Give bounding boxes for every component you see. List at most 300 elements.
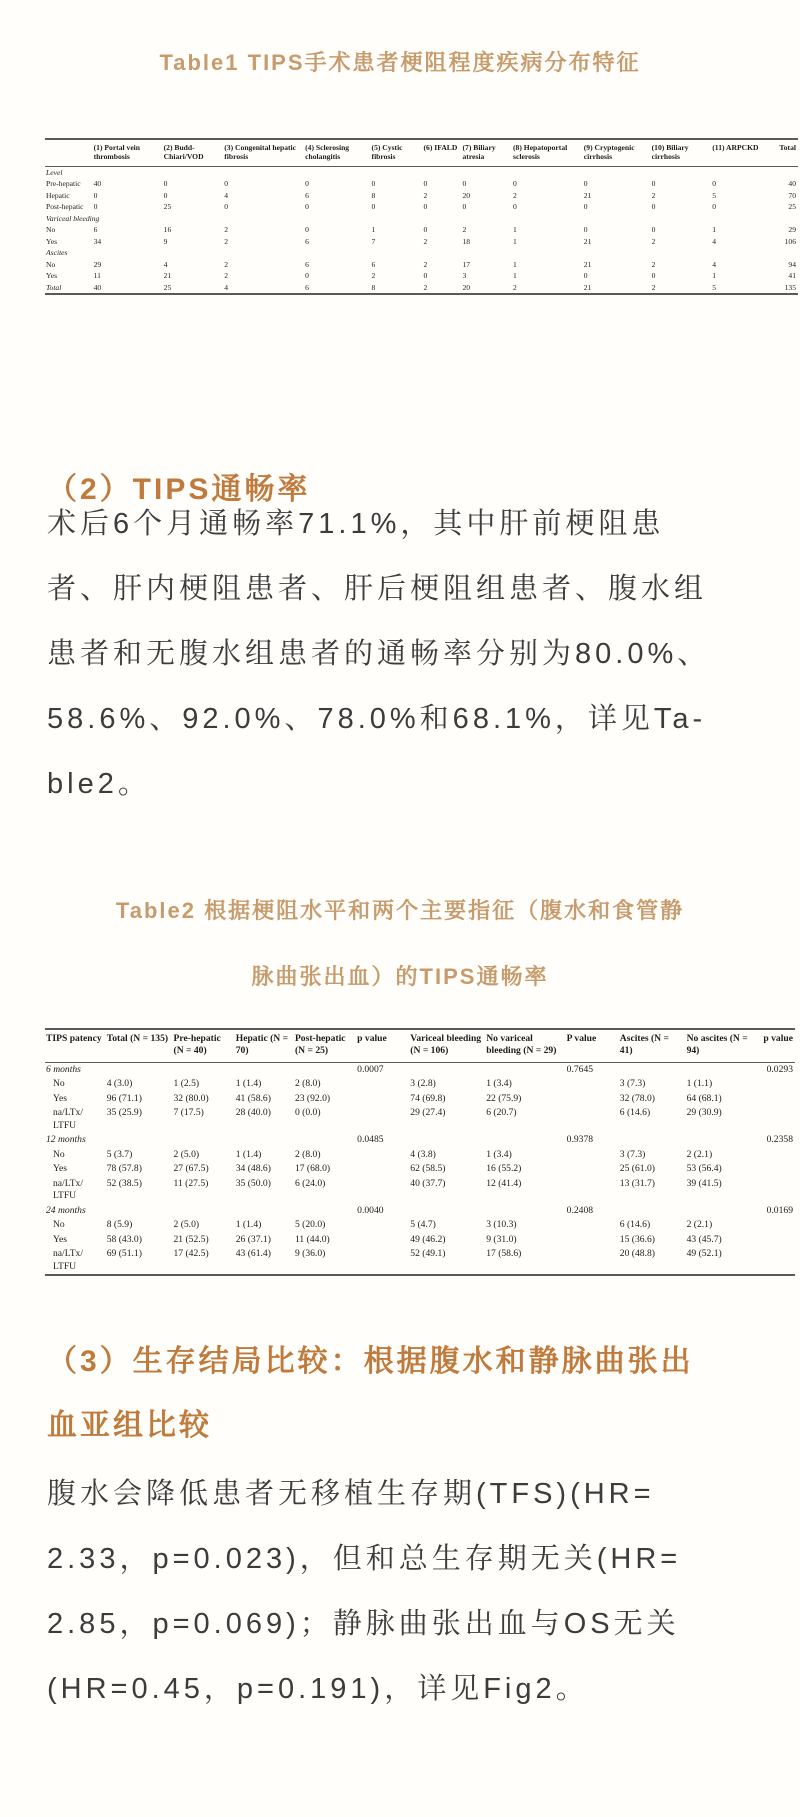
table-cell bbox=[751, 1162, 795, 1176]
table-cell: 29 (30.9) bbox=[686, 1107, 722, 1119]
table-cell bbox=[223, 213, 304, 224]
table-cell: 21 bbox=[583, 190, 592, 200]
table-cell: 0 bbox=[423, 225, 428, 235]
table-cell: 2 (8.0) bbox=[294, 1078, 321, 1090]
table-cell: 2 bbox=[224, 271, 229, 281]
table-cell: 2 bbox=[423, 259, 428, 269]
table-cell bbox=[566, 1077, 619, 1091]
table-cell bbox=[566, 1148, 619, 1162]
table-cell bbox=[651, 166, 712, 178]
table-cell bbox=[566, 1162, 619, 1176]
table-cell: 9 (31.0) bbox=[486, 1233, 517, 1245]
row-label: 12 months bbox=[46, 1134, 86, 1146]
table-cell: 16 (55.2) bbox=[486, 1163, 522, 1175]
table-cell bbox=[356, 1106, 409, 1133]
column-header: Variceal bleeding (N = 106) bbox=[409, 1029, 485, 1062]
table-cell: 1 bbox=[712, 225, 717, 235]
table-cell: 0 bbox=[371, 179, 376, 189]
table-cell: 9 (36.0) bbox=[294, 1248, 326, 1260]
table-cell: 17 bbox=[462, 259, 471, 269]
table-cell: 35 (25.9) bbox=[106, 1107, 142, 1119]
table-cell: 49 (46.2) bbox=[410, 1233, 446, 1245]
table-cell bbox=[106, 1133, 173, 1147]
column-header: No variceal bleeding (N = 29) bbox=[485, 1029, 565, 1062]
column-header: Total (N = 135) bbox=[106, 1029, 173, 1062]
column-header: (2) Budd-Chiari/VOD bbox=[163, 139, 224, 166]
paragraph-line: 腹水会降低患者无移植生存期(TFS)(HR= bbox=[47, 1478, 655, 1510]
table-cell bbox=[751, 1077, 795, 1091]
table-cell: 2 bbox=[513, 282, 517, 292]
table-cell: 1 bbox=[513, 236, 517, 246]
table-cell: 5 bbox=[712, 282, 717, 292]
table-cell: 29 bbox=[788, 225, 796, 235]
table-cell bbox=[762, 213, 798, 224]
table-cell bbox=[409, 1204, 485, 1218]
row-label: No bbox=[53, 1078, 65, 1090]
table-cell: 6 bbox=[305, 236, 309, 246]
column-header: (5) Cystic fibrosis bbox=[371, 139, 423, 166]
table-cell: 2 bbox=[423, 236, 428, 246]
table-cell: 2 bbox=[651, 259, 656, 269]
table-cell: 23 (92.0) bbox=[294, 1092, 331, 1104]
table-cell: 106 bbox=[784, 236, 796, 246]
table-row bbox=[45, 270, 798, 281]
table-cell bbox=[566, 1233, 619, 1247]
table-cell: 0 bbox=[305, 179, 309, 189]
table-cell bbox=[163, 213, 224, 224]
table-cell: 21 bbox=[583, 259, 592, 269]
table-cell: 2 bbox=[651, 190, 656, 200]
table-row bbox=[45, 201, 798, 212]
column-header: Hepatic (N = 70) bbox=[235, 1029, 294, 1062]
column-header: Ascites (N = 41) bbox=[619, 1029, 686, 1062]
table-cell: 40 bbox=[93, 282, 102, 292]
table-cell: 28 (40.0) bbox=[235, 1107, 271, 1119]
table-cell bbox=[235, 1062, 294, 1077]
table-cell bbox=[371, 213, 423, 224]
table-cell: 49 (52.1) bbox=[686, 1248, 722, 1260]
row-label: 24 months bbox=[46, 1204, 86, 1216]
section3-heading-line: 血亚组比较 bbox=[47, 1409, 212, 1442]
table-cell bbox=[462, 213, 513, 224]
table-cell: 0.0293 bbox=[766, 1063, 793, 1075]
table-cell: 0 bbox=[305, 271, 309, 281]
table1-container bbox=[45, 138, 798, 295]
table-cell: 0.0040 bbox=[357, 1204, 384, 1216]
column-header: TIPS patency bbox=[45, 1029, 106, 1062]
table-cell bbox=[356, 1077, 409, 1091]
table-cell bbox=[294, 1133, 356, 1147]
table-cell bbox=[512, 213, 583, 224]
table-cell: 2 bbox=[224, 259, 229, 269]
column-header: Pre-hepatic (N = 40) bbox=[173, 1029, 235, 1062]
row-label: Post-hepatic bbox=[46, 202, 84, 212]
table-cell bbox=[751, 1092, 795, 1106]
table-cell: 0 bbox=[651, 271, 656, 281]
table-cell: 2 (2.1) bbox=[686, 1148, 713, 1160]
table-cell: 2 bbox=[224, 236, 229, 246]
table-cell: 1 bbox=[513, 259, 517, 269]
section2-heading-text: （2）TIPS通畅率 bbox=[47, 473, 311, 506]
table-cell bbox=[163, 166, 224, 178]
table-row bbox=[45, 1077, 795, 1091]
row-label: Ascites bbox=[46, 248, 68, 258]
section2-paragraph bbox=[47, 492, 777, 817]
table-cell: 27 (67.5) bbox=[173, 1163, 209, 1175]
table-cell: 11 (44.0) bbox=[294, 1233, 330, 1245]
row-label: Yes bbox=[46, 271, 58, 281]
table-cell: 2 (2.1) bbox=[686, 1219, 713, 1231]
column-header: Total bbox=[762, 139, 798, 166]
table-cell: 4 (3.0) bbox=[106, 1078, 133, 1090]
table-cell: 1 (1.4) bbox=[235, 1078, 262, 1090]
table-cell: 62 (58.5) bbox=[410, 1163, 446, 1175]
table-cell: 17 (58.6) bbox=[486, 1248, 522, 1260]
table-cell bbox=[751, 1247, 795, 1275]
table-cell bbox=[409, 1133, 485, 1147]
table-cell: 8 bbox=[371, 190, 376, 200]
table-row bbox=[45, 259, 798, 270]
row-label: No bbox=[53, 1219, 65, 1231]
row-label: Yes bbox=[53, 1233, 67, 1245]
table-cell: 2 bbox=[651, 282, 656, 292]
table-cell: 13 (31.7) bbox=[619, 1177, 655, 1189]
table-row bbox=[45, 1247, 795, 1275]
table-cell: 34 bbox=[93, 236, 102, 246]
table-cell: 17 (42.5) bbox=[173, 1248, 209, 1260]
table-cell bbox=[356, 1092, 409, 1106]
table-cell: 35 (50.0) bbox=[235, 1177, 271, 1189]
table-cell: 0 bbox=[305, 225, 309, 235]
table-cell: 4 bbox=[224, 190, 229, 200]
table-cell bbox=[235, 1133, 294, 1147]
table1-caption bbox=[0, 30, 800, 96]
table-cell bbox=[371, 247, 423, 258]
table-cell bbox=[751, 1177, 795, 1204]
table-cell: 7 (17.5) bbox=[173, 1107, 204, 1119]
table-cell bbox=[566, 1218, 619, 1232]
table-cell: 26 (37.1) bbox=[235, 1233, 271, 1245]
table2-container bbox=[45, 1028, 795, 1276]
table-cell: 6 bbox=[305, 190, 309, 200]
table-cell bbox=[762, 166, 798, 178]
table-cell: 135 bbox=[784, 282, 796, 292]
table-cell bbox=[106, 1062, 173, 1077]
table-cell: 1 (1.1) bbox=[686, 1078, 713, 1090]
paragraph-line: 2.85，p=0.069)；静脉曲张出血与OS无关 bbox=[47, 1608, 680, 1640]
column-header: p value bbox=[356, 1029, 409, 1062]
table-cell: 1 bbox=[513, 271, 517, 281]
table-cell: 0 bbox=[712, 202, 717, 212]
table-cell: 52 (38.5) bbox=[106, 1177, 142, 1189]
paragraph-line: ble2。 bbox=[47, 768, 151, 800]
table-cell: 43 (61.4) bbox=[235, 1248, 271, 1260]
section3-heading-line: （3）生存结局比较：根据腹水和静脉曲张出 bbox=[47, 1345, 694, 1378]
table-cell bbox=[566, 1177, 619, 1204]
table-cell: 1 (3.4) bbox=[486, 1078, 512, 1090]
row-label: na/LTx/ LTFU bbox=[53, 1177, 84, 1202]
table-cell: 29 bbox=[93, 259, 102, 269]
table-cell: 4 bbox=[224, 282, 229, 292]
section3-paragraph bbox=[47, 1462, 777, 1722]
table-cell bbox=[356, 1148, 409, 1162]
table-cell bbox=[619, 1062, 686, 1077]
column-header: Post-hepatic (N = 25) bbox=[294, 1029, 356, 1062]
table-cell bbox=[223, 166, 304, 178]
table-cell bbox=[711, 247, 762, 258]
table-cell bbox=[93, 247, 163, 258]
table-cell: 41 (58.6) bbox=[235, 1092, 271, 1104]
table-cell: 0 bbox=[224, 202, 229, 212]
table-cell: 4 (3.8) bbox=[410, 1148, 436, 1160]
table-cell: 8 bbox=[371, 282, 376, 292]
table-cell bbox=[651, 213, 712, 224]
table-cell: 40 bbox=[788, 179, 796, 189]
table-cell: 0 bbox=[163, 190, 168, 200]
table2-caption-line: 脉曲张出血）的TIPS通畅率 bbox=[251, 964, 549, 989]
table-cell: 1 bbox=[712, 271, 717, 281]
table-cell: 96 (71.1) bbox=[106, 1092, 142, 1104]
table-cell bbox=[106, 1204, 173, 1218]
table-cell: 0.9378 bbox=[566, 1134, 594, 1146]
table-cell: 0 bbox=[583, 179, 588, 189]
table-row bbox=[45, 1177, 795, 1204]
table-cell bbox=[566, 1092, 619, 1106]
table-row bbox=[45, 166, 798, 178]
paragraph-line: 患者和无腹水组患者的通畅率分别为80.0%、 bbox=[47, 638, 711, 670]
table-row bbox=[45, 247, 798, 258]
table-cell: 0.0485 bbox=[357, 1134, 384, 1146]
table-cell bbox=[356, 1218, 409, 1232]
column-header: P value bbox=[566, 1029, 619, 1062]
table-row bbox=[45, 190, 798, 201]
table-cell bbox=[711, 166, 762, 178]
table-cell: 0 bbox=[513, 202, 517, 212]
table-cell bbox=[173, 1204, 235, 1218]
table-cell: 40 bbox=[93, 179, 102, 189]
table-cell bbox=[485, 1204, 565, 1218]
table-cell bbox=[371, 166, 423, 178]
table-cell: 17 (68.0) bbox=[294, 1163, 331, 1175]
table-cell bbox=[751, 1106, 795, 1133]
table-cell: 20 bbox=[462, 190, 471, 200]
table-row bbox=[45, 1218, 795, 1232]
table-cell bbox=[304, 166, 370, 178]
table-cell: 25 bbox=[163, 202, 172, 212]
table-cell bbox=[93, 166, 163, 178]
row-label: No bbox=[53, 1148, 65, 1160]
table-cell: 4 bbox=[712, 236, 717, 246]
column-header: (3) Congenital hepatic fibrosis bbox=[223, 139, 304, 166]
table-cell: 0 bbox=[651, 202, 656, 212]
table-cell bbox=[163, 247, 224, 258]
section3-heading bbox=[47, 1330, 777, 1458]
table1-caption-text: Table1 TIPS手术患者梗阻程度疾病分布特征 bbox=[159, 50, 641, 75]
table-cell bbox=[651, 247, 712, 258]
table-cell: 6 bbox=[305, 282, 309, 292]
table-row bbox=[45, 1062, 795, 1077]
table-cell bbox=[356, 1233, 409, 1247]
table-cell: 0 bbox=[712, 179, 717, 189]
table-cell: 21 bbox=[163, 271, 172, 281]
table-cell: 0 bbox=[513, 179, 517, 189]
table-cell bbox=[356, 1177, 409, 1204]
table-cell bbox=[619, 1204, 686, 1218]
table-cell bbox=[512, 166, 583, 178]
table-cell: 39 (41.5) bbox=[686, 1177, 722, 1189]
table-cell bbox=[356, 1247, 409, 1275]
table-cell: 52 (49.1) bbox=[410, 1248, 446, 1260]
table-row bbox=[45, 1233, 795, 1247]
table-cell bbox=[619, 1133, 686, 1147]
table-cell bbox=[711, 213, 762, 224]
row-label: Total bbox=[46, 282, 62, 292]
table-cell: 94 bbox=[788, 259, 796, 269]
table-cell bbox=[512, 247, 583, 258]
table-cell: 2 (8.0) bbox=[294, 1148, 321, 1160]
table2-caption bbox=[0, 878, 800, 1010]
table-cell bbox=[423, 247, 462, 258]
paragraph-line: 58.6%、92.0%、78.0%和68.1%，详见Ta- bbox=[47, 703, 707, 735]
table-cell: 3 (10.3) bbox=[486, 1219, 517, 1231]
table-cell: 0 bbox=[583, 225, 588, 235]
table-cell: 2 (5.0) bbox=[173, 1148, 200, 1160]
table-cell bbox=[751, 1218, 795, 1232]
header-row bbox=[45, 139, 798, 166]
table-cell bbox=[751, 1233, 795, 1247]
row-label: na/LTx/ LTFU bbox=[53, 1248, 84, 1272]
table-cell: 6 bbox=[371, 259, 376, 269]
table-cell: 2 bbox=[423, 190, 428, 200]
table-row bbox=[45, 178, 798, 189]
table-cell: 5 (4.7) bbox=[410, 1219, 436, 1231]
column-header: (6) IFALD bbox=[423, 139, 462, 166]
table-cell: 21 bbox=[583, 236, 592, 246]
table-cell: 0 bbox=[583, 271, 588, 281]
table-cell: 6 (14.6) bbox=[619, 1219, 651, 1231]
table-cell: 0 bbox=[423, 179, 428, 189]
table-cell: 3 (2.8) bbox=[410, 1078, 436, 1090]
table-cell bbox=[173, 1062, 235, 1077]
table-cell: 1 bbox=[371, 225, 376, 235]
table-cell bbox=[356, 1162, 409, 1176]
paragraph-line: 2.33，p=0.023)，但和总生存期无关(HR= bbox=[47, 1543, 682, 1575]
table-cell bbox=[304, 213, 370, 224]
table-cell: 0 bbox=[651, 225, 656, 235]
table-cell: 29 (27.4) bbox=[410, 1107, 446, 1119]
table-cell: 53 (56.4) bbox=[686, 1163, 722, 1175]
table-row bbox=[45, 1204, 795, 1218]
table-cell: 70 bbox=[788, 190, 796, 200]
table-cell: 12 (41.4) bbox=[486, 1177, 522, 1189]
table-cell: 2 bbox=[371, 271, 376, 281]
table-cell bbox=[583, 213, 651, 224]
header-row bbox=[45, 1029, 795, 1062]
table-cell: 6 (14.6) bbox=[619, 1107, 651, 1119]
table-cell: 0 bbox=[305, 202, 309, 212]
table-cell: 25 bbox=[163, 282, 172, 292]
paragraph-line: 术后6个月通畅率71.1%，其中肝前梗阻患 bbox=[47, 508, 665, 540]
column-header: p value bbox=[751, 1029, 795, 1062]
table-cell: 2 (5.0) bbox=[173, 1219, 200, 1231]
disease-distribution-table bbox=[45, 138, 798, 295]
table-cell bbox=[566, 1247, 619, 1275]
table-cell: 1 bbox=[513, 225, 517, 235]
table-cell bbox=[235, 1204, 294, 1218]
table-cell bbox=[762, 247, 798, 258]
table-cell: 3 (7.3) bbox=[619, 1078, 646, 1090]
table-cell: 0 bbox=[93, 202, 98, 212]
table-cell: 22 (75.9) bbox=[486, 1092, 522, 1104]
table-cell: 0 bbox=[423, 271, 428, 281]
table-cell bbox=[485, 1062, 565, 1077]
table-cell: 0 bbox=[93, 190, 98, 200]
row-label: Hepatic bbox=[46, 190, 70, 200]
table-cell: 11 bbox=[93, 271, 101, 281]
table-cell: 0 bbox=[462, 202, 467, 212]
table-cell: 5 bbox=[712, 190, 717, 200]
table-cell: 0 bbox=[651, 179, 656, 189]
table-cell bbox=[485, 1133, 565, 1147]
row-label: na/LTx/ LTFU bbox=[53, 1107, 84, 1131]
table-cell: 1 (1.4) bbox=[235, 1148, 262, 1160]
table-cell bbox=[462, 247, 513, 258]
column-header: (10) Biliary cirrhosis bbox=[651, 139, 712, 166]
table-cell: 40 (37.7) bbox=[410, 1177, 446, 1189]
table-cell: 0 bbox=[163, 179, 168, 189]
column-header: (8) Hepatoportal sclerosis bbox=[512, 139, 583, 166]
table-cell: 4 bbox=[163, 259, 168, 269]
table-cell bbox=[223, 247, 304, 258]
row-label: No bbox=[46, 259, 56, 269]
table-cell: 0 bbox=[462, 179, 467, 189]
table-cell: 2 bbox=[462, 225, 467, 235]
table-row bbox=[45, 1133, 795, 1147]
row-label: Variceal bleeding bbox=[46, 213, 100, 223]
table-cell bbox=[294, 1062, 356, 1077]
column-header: (11) ARPCKD bbox=[711, 139, 762, 166]
table-cell: 2 bbox=[224, 225, 229, 235]
table-cell: 5 (3.7) bbox=[106, 1148, 133, 1160]
column-header: (9) Cryptogenic cirrhosis bbox=[583, 139, 651, 166]
tips-patency-table bbox=[45, 1028, 795, 1276]
table-cell: 32 (78.0) bbox=[619, 1092, 655, 1104]
table-row bbox=[45, 224, 798, 235]
row-label: Level bbox=[46, 167, 63, 177]
table-cell: 0.7645 bbox=[566, 1063, 594, 1075]
table-cell bbox=[686, 1133, 751, 1147]
table-cell: 11 (27.5) bbox=[173, 1177, 209, 1189]
row-label: No bbox=[46, 225, 56, 235]
table-cell: 69 (51.1) bbox=[106, 1248, 142, 1260]
row-label: Yes bbox=[53, 1092, 67, 1104]
table-cell: 0.2408 bbox=[566, 1204, 594, 1216]
table-cell: 6 (24.0) bbox=[294, 1177, 326, 1189]
table-cell bbox=[173, 1133, 235, 1147]
table-cell bbox=[751, 1148, 795, 1162]
column-header bbox=[45, 139, 93, 166]
table-cell: 3 bbox=[462, 271, 467, 281]
table-cell: 1 (1.4) bbox=[235, 1219, 262, 1231]
table-cell: 20 bbox=[462, 282, 471, 292]
table-cell bbox=[686, 1062, 751, 1077]
table-cell bbox=[93, 213, 163, 224]
table-cell: 8 (5.9) bbox=[106, 1219, 133, 1231]
table-row bbox=[45, 1106, 795, 1133]
column-header: (7) Biliary atresia bbox=[462, 139, 513, 166]
column-header: No ascites (N = 94) bbox=[686, 1029, 751, 1062]
paragraph-line: (HR=0.45，p=0.191)，详见Fig2。 bbox=[47, 1673, 589, 1705]
